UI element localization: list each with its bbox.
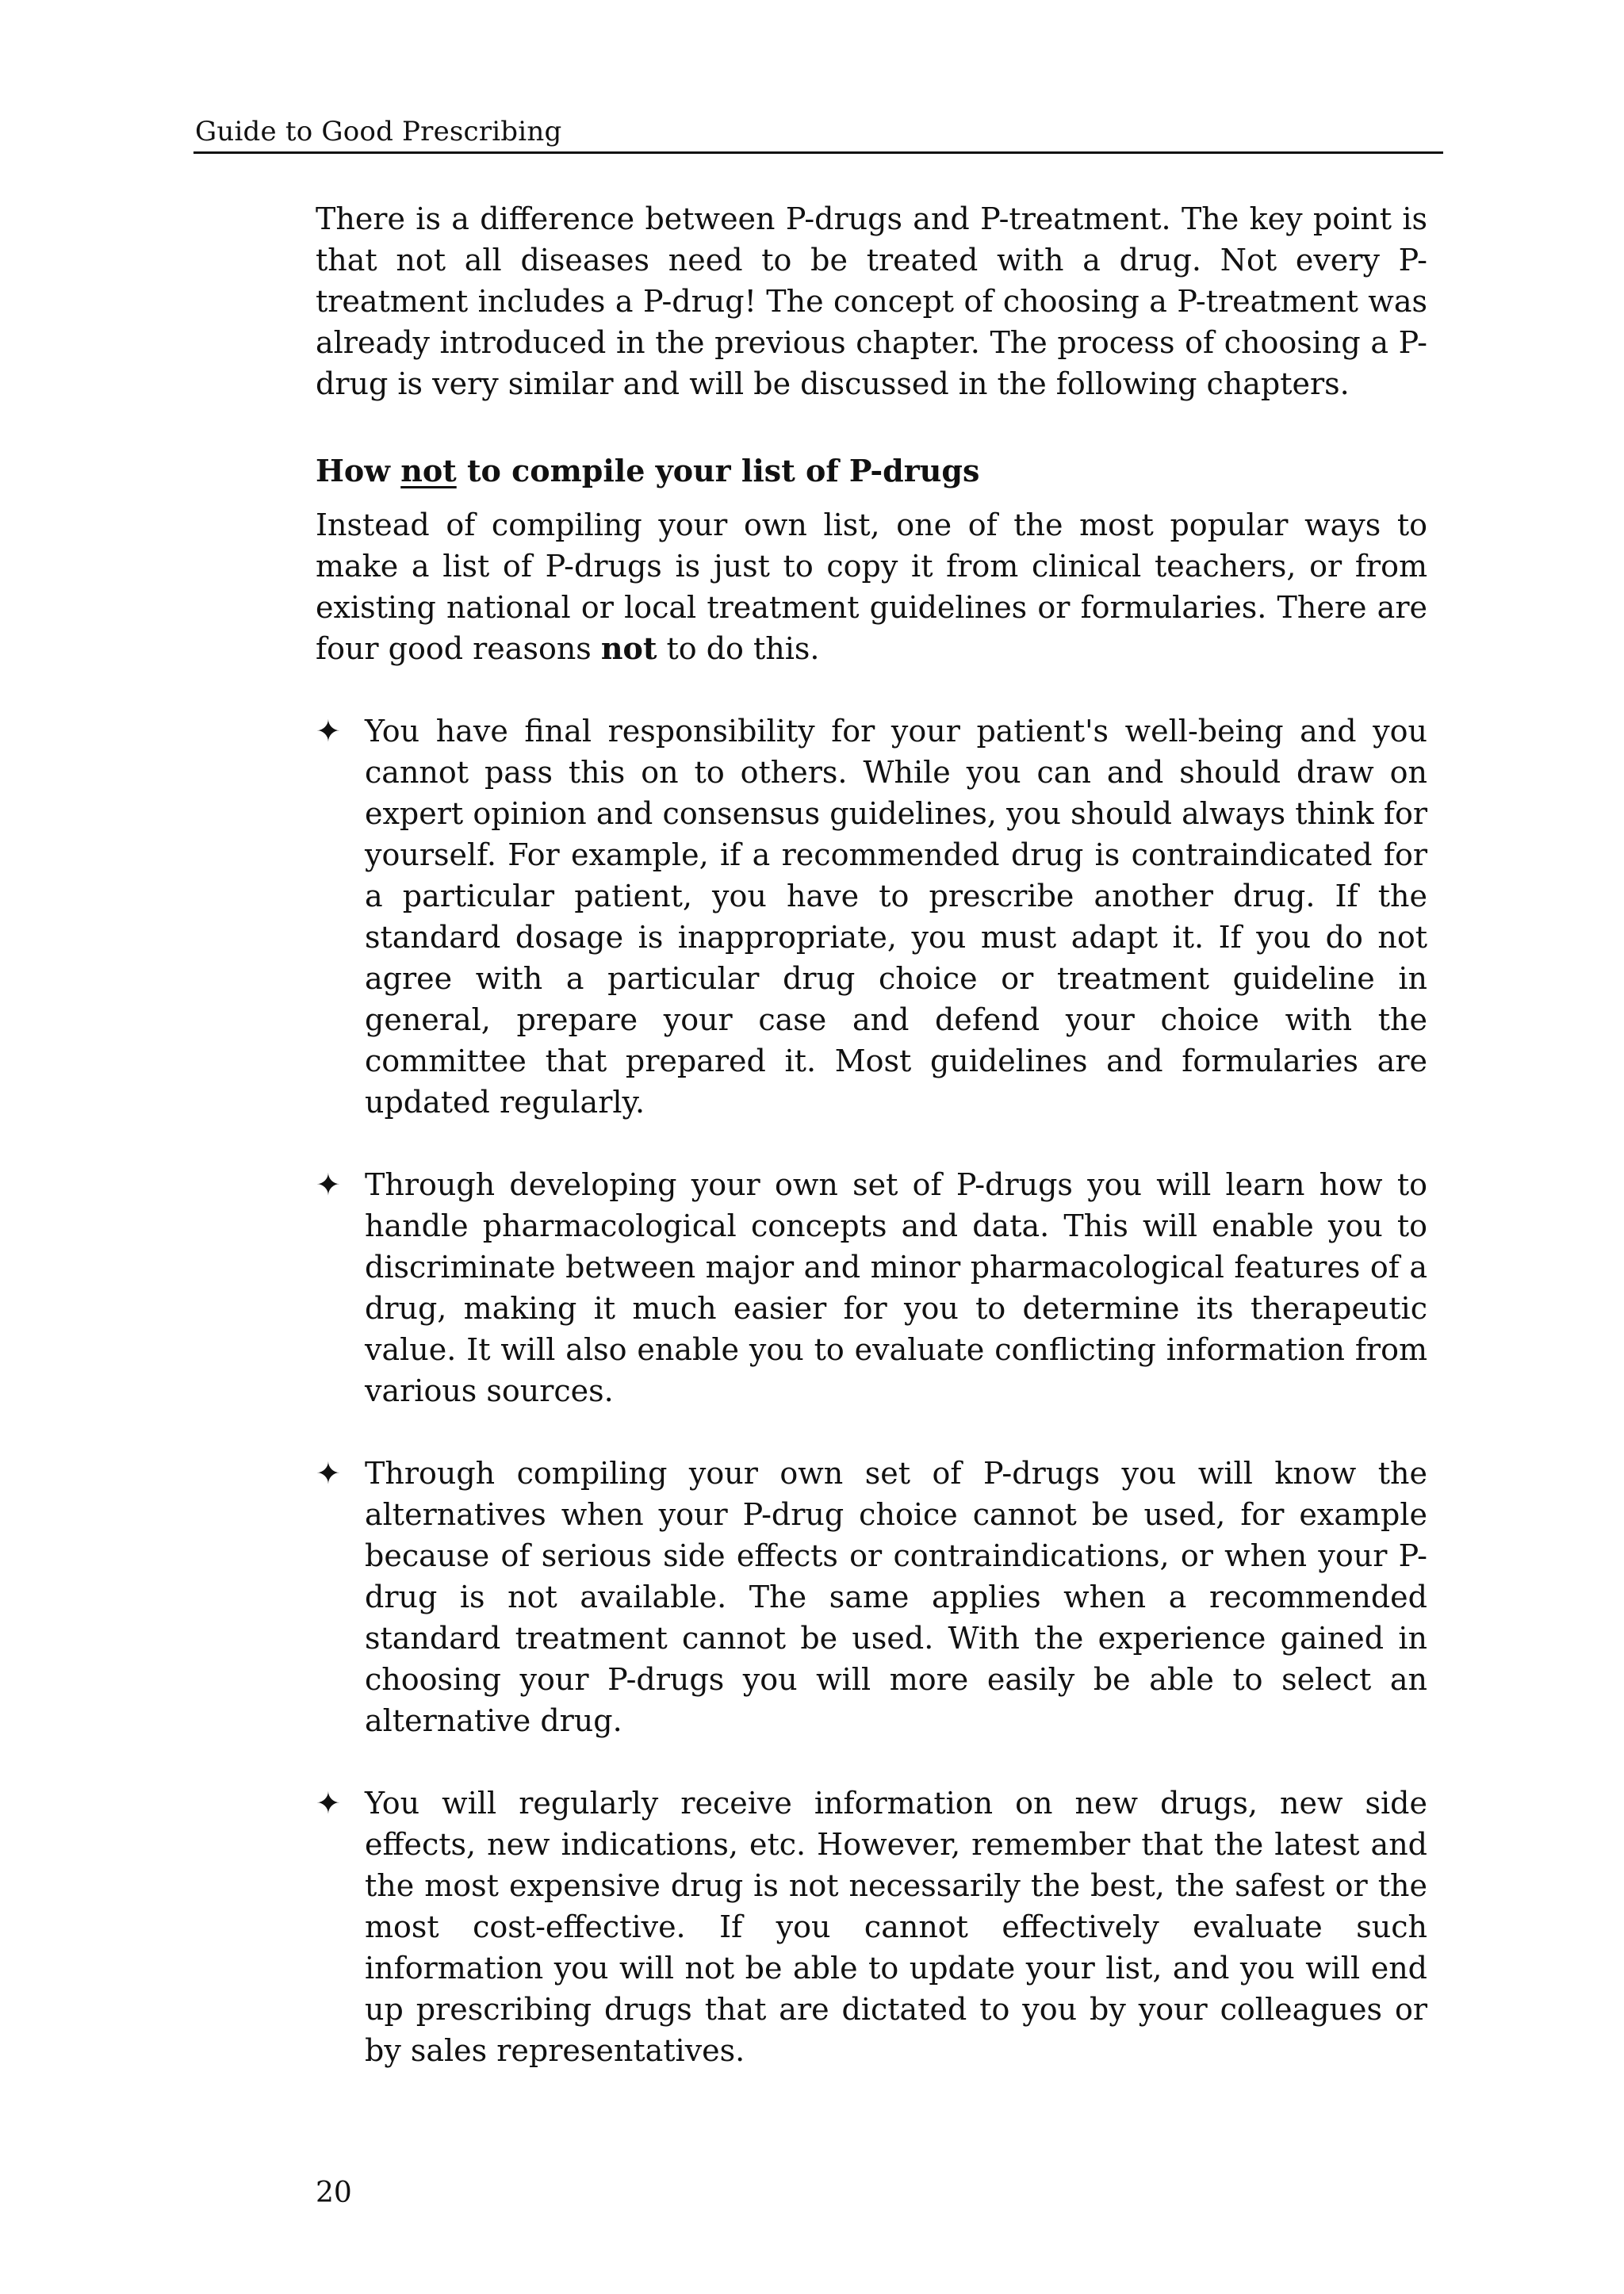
running-header-title: Guide to Good Prescribing [195, 116, 562, 147]
section-paragraph-start: Instead of compiling your own list, one of the most popular ways to make a list of P-drugs is just to copy it from clinical teachers, or from existing national or local treatment guidelines or formularies. There are four good reasons [316, 507, 1427, 666]
list-item [316, 710, 1427, 1123]
four-pointed-star-icon: ✦ [316, 1456, 341, 1491]
page-number: 20 [316, 2177, 352, 2209]
section-heading-end: to compile your list of P-drugs [456, 453, 980, 488]
list-item-text: You will regularly receive information on new drugs, new side effects, new indications, etc. However, remember that the latest and the most expensive drug is not necessarily the best, the safest or the most cost-effective. If you cannot effectively evaluate such information you will not be able to update your list, and you will end up prescribing drugs that are dictated to you by your colleagues or by sales representatives. [365, 1786, 1427, 2068]
section-heading [316, 450, 1427, 492]
list-item [316, 1453, 1427, 1741]
section-heading-underlined-word: not [400, 453, 457, 488]
list-item [316, 1783, 1427, 2071]
four-pointed-star-icon: ✦ [316, 1167, 341, 1202]
header-rule [193, 151, 1443, 154]
four-pointed-star-icon: ✦ [316, 1786, 341, 1821]
list-item-text: Through compiling your own set of P-drugs you will know the alternatives when your P-drug choice cannot be used, for example because of serious side effects or contraindications, or when your P-drug is not available. The same applies when a recommended standard treatment cannot be used. With the experience gained in choosing your P-drugs you will more easily be able to select an alternative drug. [365, 1456, 1427, 1738]
section-paragraph-end: to do this. [657, 631, 820, 666]
section-paragraph-bold-word: not [600, 630, 657, 666]
list-item-text: Through developing your own set of P-drugs you will learn how to handle pharmacological concepts and data. This will enable you to discriminate between major and minor pharmacological features of a drug, making it much easier for you to determine its therapeutic value. It will also enable you to evaluate conflicting information from various sources. [365, 1167, 1427, 1408]
section-paragraph [316, 504, 1427, 669]
four-pointed-star-icon: ✦ [316, 714, 341, 749]
page-content [316, 198, 1427, 2112]
intro-paragraph: There is a difference between P-drugs and P-treatment. The key point is that not all diseases need to be treated with a drug. Not every P-treatment includes a P-drug! The concept of choosing a P-treatment was already introduced in the previous chapter. The process of choosing a P-drug is very similar and will be discussed in the following chapters. [316, 201, 1427, 401]
list-item [316, 1164, 1427, 1411]
list-item-text: You have final responsibility for your patient's well-being and you cannot pass this on to others. While you can and should draw on expert opinion and consensus guidelines, you should always think for yourself. For example, if a recommended drug is contraindicated for a particular patient, you have to prescribe another drug. If the standard dosage is inappropriate, you must adapt it. If you do not agree with a particular drug choice or treatment guideline in general, prepare your case and defend your choice with the committee that prepared it. Most guidelines and formularies are updated regularly. [365, 714, 1427, 1120]
section-heading-start: How [316, 453, 401, 488]
reasons-list [316, 710, 1427, 2071]
